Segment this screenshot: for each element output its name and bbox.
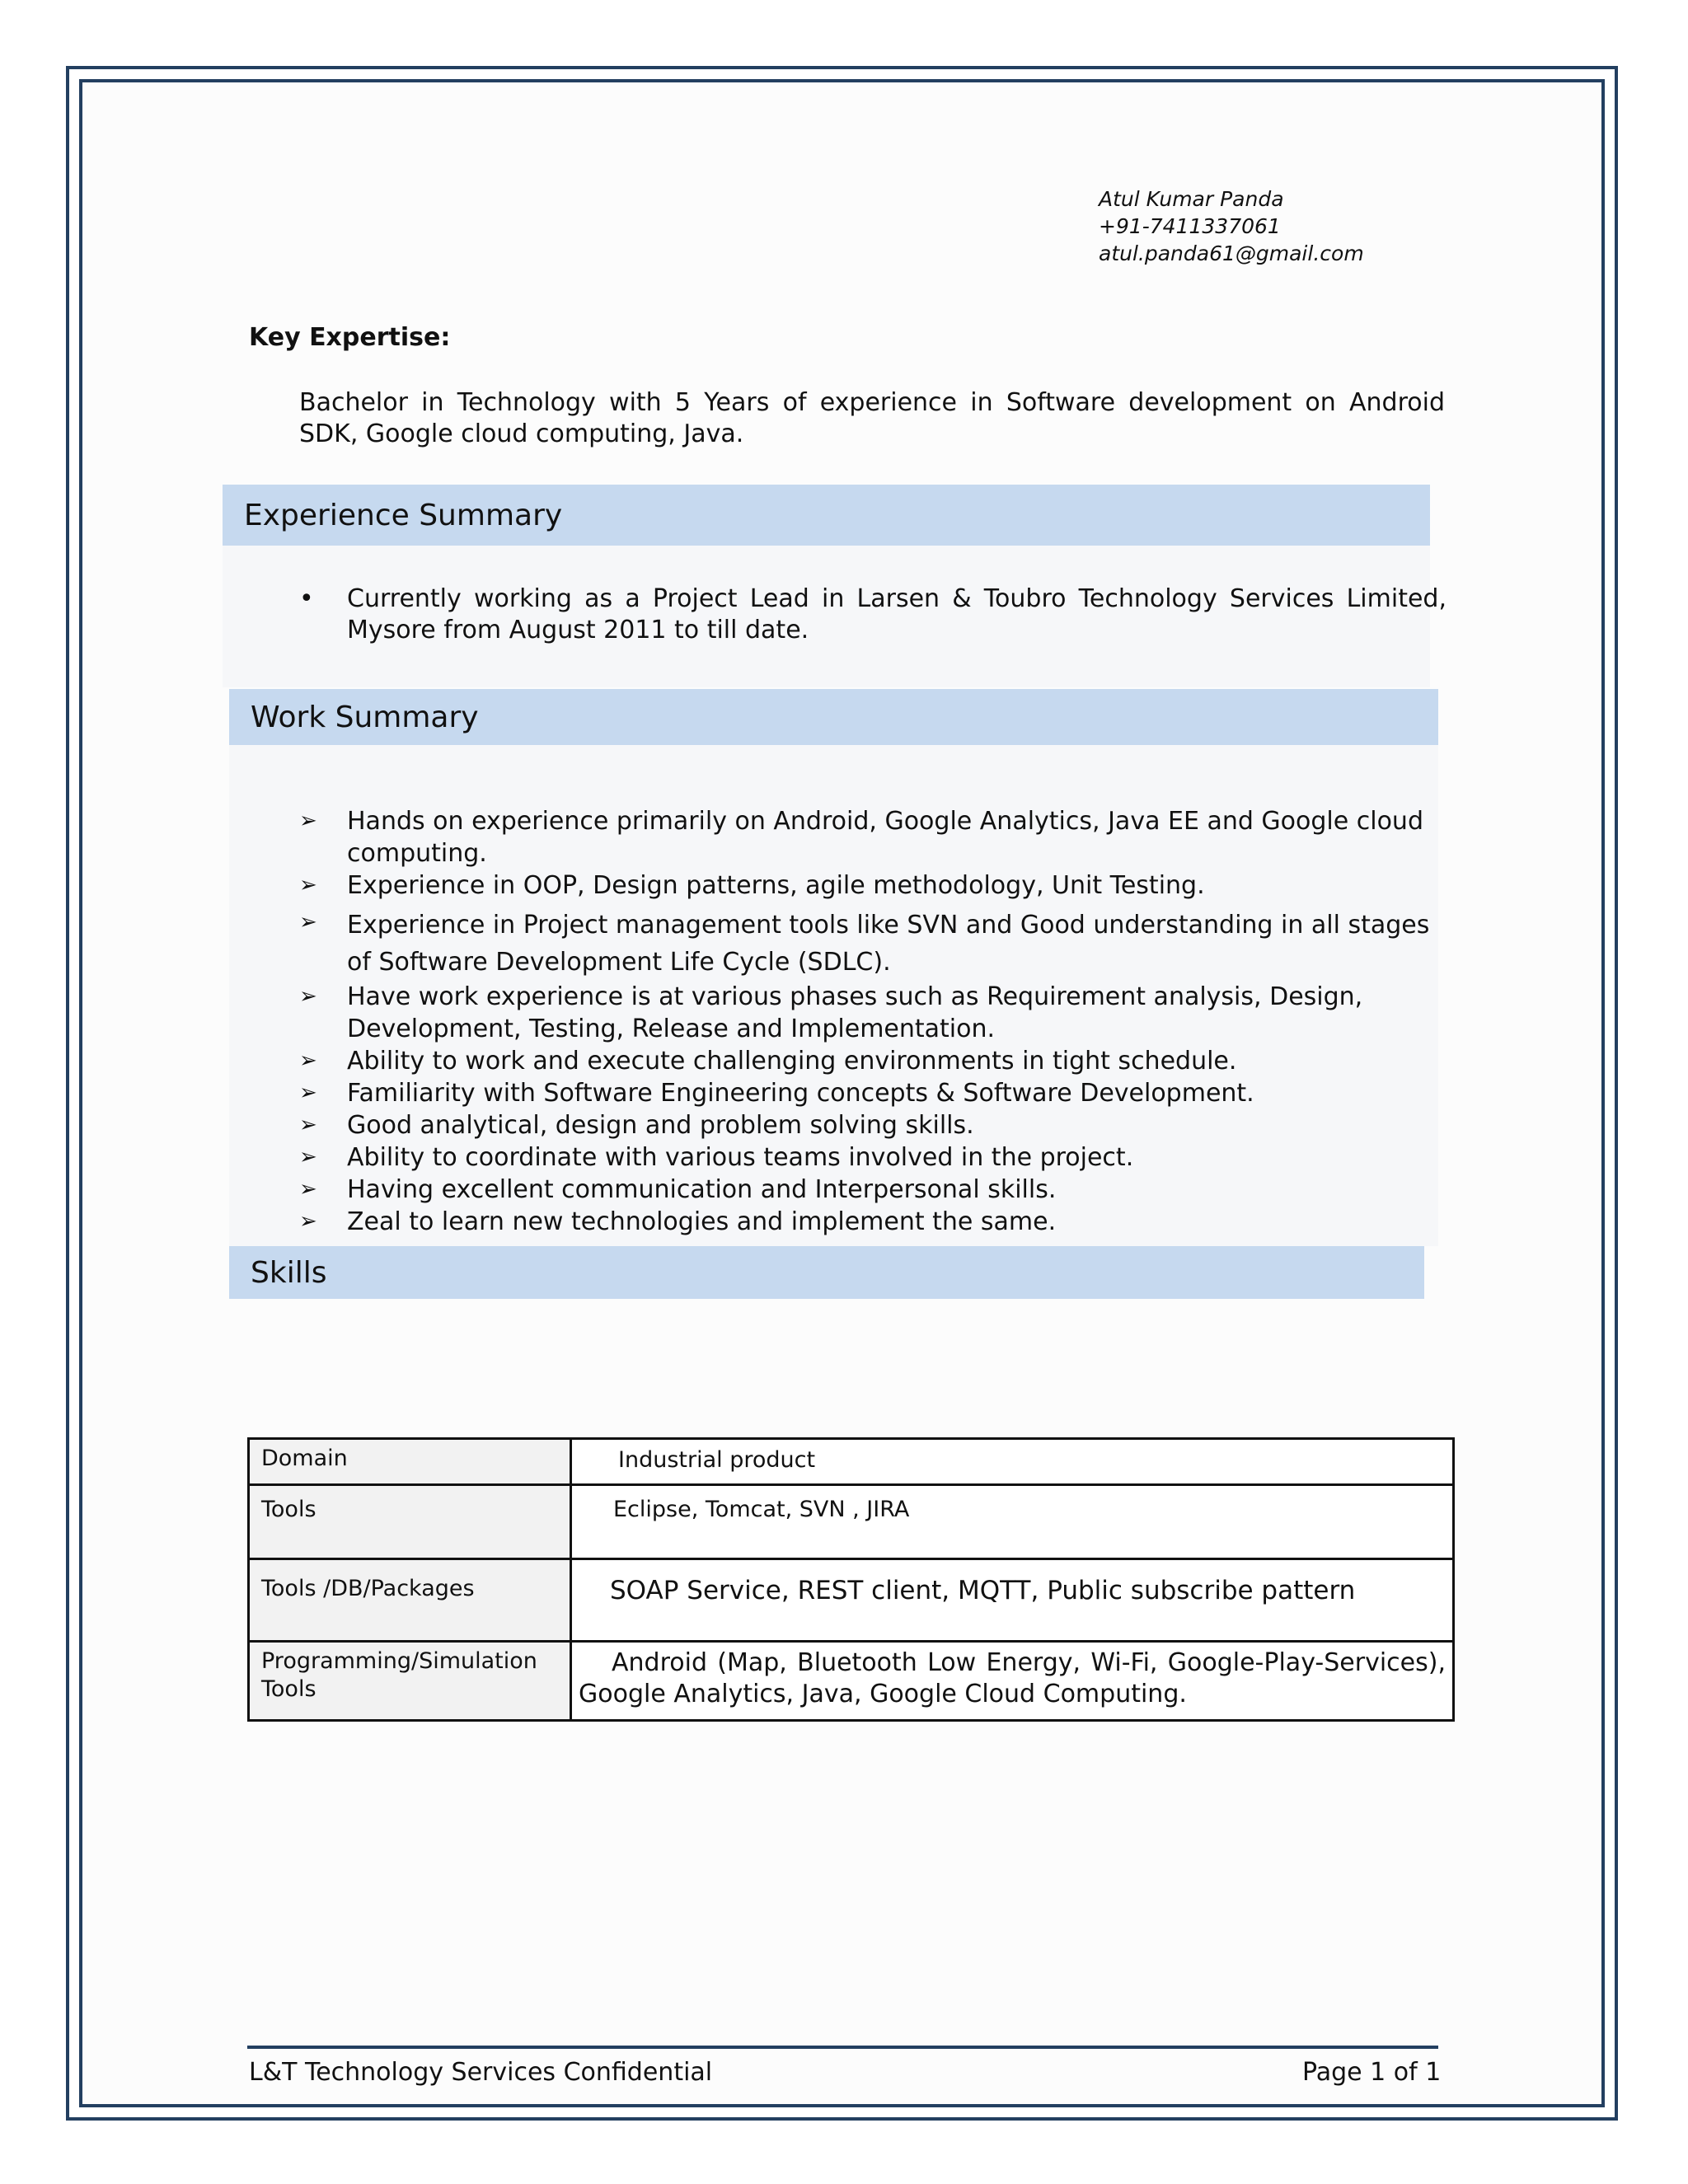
work-summary-heading [229, 689, 1438, 745]
contact-name: Atul Kumar Panda [1099, 187, 1284, 211]
list-item [299, 907, 1453, 981]
list-item [299, 981, 1453, 1045]
skills-value-cell: Android (Map, Bluetooth Low Energy, Wi-Fi, Google-Play-Services), Google Analytics, Java, Google Cloud Computing. [571, 1642, 1454, 1721]
skills-heading [229, 1246, 1424, 1299]
experience-item [299, 583, 1447, 646]
skills-label-cell: Programming/Simulation Tools [249, 1642, 571, 1721]
list-item-text: Zeal to learn new technologies and implement the same. [347, 1207, 1057, 1236]
arrow-bullet-icon: ➢ [299, 910, 317, 935]
contact-email: atul.panda61@gmail.com [1099, 241, 1364, 265]
bullet-dot-icon: • [299, 584, 314, 613]
contact-block [1099, 185, 1364, 267]
skills-value-cell: Industrial product [571, 1439, 1454, 1485]
list-item [299, 805, 1453, 869]
skills-label-cell: Tools /DB/Packages [249, 1559, 571, 1642]
key-expertise-text: Bachelor in Technology with 5 Years of experience in Software development on Android SDK, Google cloud computing, Java. [299, 388, 1445, 448]
skills-value-cell: Eclipse, Tomcat, SVN , JIRA [571, 1485, 1454, 1559]
list-item [299, 1206, 1453, 1238]
list-item-text: Ability to coordinate with various teams involved in the project. [347, 1143, 1134, 1172]
list-item [299, 1109, 1453, 1141]
arrow-bullet-icon: ➢ [299, 1177, 317, 1202]
list-item-text: Familiarity with Software Engineering concepts & Software Development. [347, 1079, 1254, 1108]
arrow-bullet-icon: ➢ [299, 873, 317, 898]
list-item-text: Experience in Project management tools like SVN and Good understanding in all stages of Software Development Life Cycle (SDLC). [347, 911, 1430, 977]
skills-label-cell: Tools [249, 1485, 571, 1559]
table-row [249, 1485, 1454, 1559]
arrow-bullet-icon: ➢ [299, 984, 317, 1009]
table-row [249, 1559, 1454, 1642]
list-item-text: Hands on experience primarily on Android, Google Analytics, Java EE and Google cloud computing. [347, 807, 1423, 868]
list-item-text: Having excellent communication and Interpersonal skills. [347, 1175, 1057, 1204]
list-item-text: Good analytical, design and problem solving skills. [347, 1111, 974, 1140]
footer-divider [247, 2046, 1438, 2049]
experience-item-text: Currently working as a Project Lead in Larsen & Toubro Technology Services Limited, Mysore from August 2011 to till date. [347, 584, 1447, 644]
list-item [299, 1141, 1453, 1174]
work-summary-title: Work Summary [251, 700, 479, 734]
list-item [299, 1045, 1453, 1077]
footer-page-number: Page 1 of 1 [1302, 2058, 1442, 2087]
skills-table [247, 1437, 1455, 1722]
list-item-text: Experience in OOP, Design patterns, agile methodology, Unit Testing. [347, 871, 1205, 900]
work-summary-list [299, 805, 1453, 1238]
arrow-bullet-icon: ➢ [299, 808, 317, 833]
list-item [299, 1077, 1453, 1109]
experience-summary-heading [223, 485, 1430, 546]
skills-label-cell: Domain [249, 1439, 571, 1485]
footer-confidential: L&T Technology Services Confidential [249, 2058, 713, 2087]
contact-phone: +91-7411337061 [1099, 214, 1281, 238]
arrow-bullet-icon: ➢ [299, 1113, 317, 1137]
arrow-bullet-icon: ➢ [299, 1145, 317, 1169]
list-item-text: Ability to work and execute challenging environments in tight schedule. [347, 1047, 1237, 1076]
arrow-bullet-icon: ➢ [299, 1209, 317, 1234]
key-expertise-heading: Key Expertise: [249, 323, 451, 352]
arrow-bullet-icon: ➢ [299, 1048, 317, 1073]
skills-title: Skills [251, 1255, 327, 1290]
experience-summary-title: Experience Summary [244, 498, 563, 532]
table-row [249, 1439, 1454, 1485]
skills-value-cell: SOAP Service, REST client, MQTT, Public subscribe pattern [571, 1559, 1454, 1642]
list-item [299, 869, 1453, 902]
arrow-bullet-icon: ➢ [299, 1080, 317, 1105]
list-item-text: Have work experience is at various phases such as Requirement analysis, Design, Development, Testing, Release and Implementation. [347, 982, 1363, 1043]
list-item [299, 1174, 1453, 1206]
table-row [249, 1642, 1454, 1721]
